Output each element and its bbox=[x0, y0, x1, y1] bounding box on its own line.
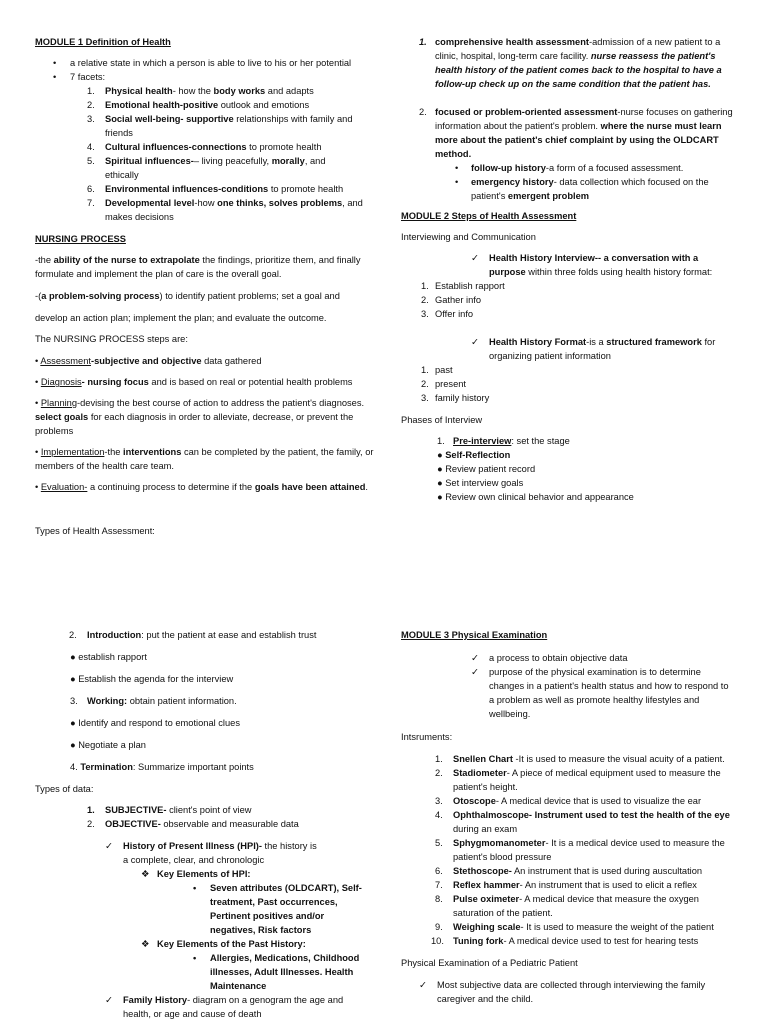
list-item: 3. Social well-being- supportive relationships with family and friends bbox=[87, 114, 353, 138]
module1-section bbox=[35, 35, 375, 538]
list-item: ✓ Health History Format-is a structured framework for organizing patient information bbox=[471, 337, 716, 361]
list-item: 1. comprehensive health assessment-admission of a new patient to a clinic, hospital, long-term care facility. nurse reassess the patient's health history of the patient comes back to the hospital to have a follow-up check up on the same condition that the patient has. bbox=[419, 37, 722, 89]
list-item: ✓ Health History Interview-- a conversation with a purpose within three folds using health history format: bbox=[471, 253, 713, 277]
list-item: 8. Pulse oximeter- A medical device that measure the oxygen saturation of the patient. bbox=[435, 894, 699, 918]
list-item: ✓ a process to obtain objective data bbox=[471, 653, 628, 663]
list-item: ✓ Family History- diagram on a genogram the age and health, or age and cause of death bbox=[105, 995, 344, 1019]
list-item: ● Identify and respond to emotional clues bbox=[70, 718, 240, 728]
subheading: Intsruments: bbox=[401, 732, 453, 742]
checkmark-icon: ✓ bbox=[105, 995, 113, 1005]
list-item: 1. SUBJECTIVE- client's point of view bbox=[87, 805, 252, 815]
bullet-icon: • bbox=[455, 177, 459, 187]
bullet-icon: • bbox=[193, 883, 197, 893]
list-item: ● Negotiate a plan bbox=[70, 740, 146, 750]
list-item: • Allergies, Medications, Childhood illnesses, Adult Illnesses. Health Maintenance bbox=[193, 953, 360, 991]
checkmark-icon: ✓ bbox=[105, 841, 113, 851]
list-item: • follow-up history-a form of a focused assessment. bbox=[455, 163, 684, 173]
checkmark-icon: ✓ bbox=[471, 667, 479, 677]
list-item: ● Review own clinical behavior and appearance bbox=[437, 492, 634, 502]
list-item: 1. Establish rapport bbox=[421, 281, 505, 291]
list-item: 1. Snellen Chart -It is used to measure the visual acuity of a patient. bbox=[435, 754, 725, 764]
list-item: 4. Cultural influences-connections to promote health bbox=[87, 142, 322, 152]
list-item: ❖ Key Elements of HPI: bbox=[141, 869, 251, 879]
module3-section bbox=[401, 628, 736, 1006]
list-item: ✓ History of Present Illness (HPI)- the history is a complete, clear, and chronologic bbox=[105, 841, 317, 865]
list-item: ✓ Most subjective data are collected through interviewing the family caregiver and the child. bbox=[419, 980, 706, 1004]
list-item: • Evaluation- a continuing process to determine if the goals have been attained. bbox=[35, 482, 368, 492]
list-item: 3. family history bbox=[421, 393, 490, 403]
list-item: 5. Spiritual influences-– living peacefully, morally, and ethically bbox=[87, 156, 326, 180]
module2-title: MODULE 2 Steps of Health Assessment bbox=[401, 211, 577, 221]
list-item: 5. Sphygmomanometer- It is a medical device used to measure the patient's blood pressure bbox=[435, 838, 725, 862]
list-item: ● establish rapport bbox=[70, 652, 147, 662]
list-item: 3. Offer info bbox=[421, 309, 474, 319]
types-heading: Types of Health Assessment: bbox=[35, 526, 155, 536]
list-item: 7. Reflex hammer- An instrument that is used to elicit a reflex bbox=[435, 880, 697, 890]
list-item: 2. present bbox=[421, 379, 467, 389]
diamond-bullet-icon: ❖ bbox=[141, 939, 150, 949]
list-item: • Seven attributes (OLDCART), Self-treatment, Past occurrences, Pertinent positives and/or negatives, Risk factors bbox=[193, 883, 362, 935]
checkmark-icon: ✓ bbox=[471, 253, 479, 263]
list-item: • emergency history- data collection which focused on the patient's emergent problem bbox=[455, 177, 709, 201]
list-item: 7. Developmental level-how one thinks, solves problems, and makes decisions bbox=[87, 198, 363, 222]
list-item: 1. Physical health- how the body works and adapts bbox=[87, 86, 314, 96]
list-item: 4. Termination: Summarize important points bbox=[70, 762, 254, 772]
checkmark-icon: ✓ bbox=[419, 980, 427, 990]
list-item: 1. past bbox=[421, 365, 453, 375]
list-item: 4. Ophthalmoscope- Instrument used to test the health of the eye during an exam bbox=[435, 810, 730, 834]
checkmark-icon: ✓ bbox=[471, 337, 479, 347]
paragraph: -(a problem-solving process) to identify patient problems; set a goal and bbox=[35, 291, 340, 301]
list-item: 1. Pre-interview: set the stage bbox=[437, 436, 570, 446]
list-item: 3. Working: obtain patient information. bbox=[70, 696, 237, 706]
list-item: 2. OBJECTIVE- observable and measurable data bbox=[87, 819, 299, 829]
list-item: ● Set interview goals bbox=[437, 478, 524, 488]
paragraph: The NURSING PROCESS steps are: bbox=[35, 334, 188, 344]
module3-title: MODULE 3 Physical Examination bbox=[401, 630, 548, 640]
bullet-icon: • bbox=[193, 953, 197, 963]
list-item: ✓ purpose of the physical examination is to determine changes in a patient's health status and how to respond to a problem as well as promote healthy lifestyles and wellbeing. bbox=[471, 667, 729, 719]
list-item: 6. Environmental influences-conditions to promote health bbox=[87, 184, 344, 194]
nursing-process-title: NURSING PROCESS bbox=[35, 234, 126, 244]
list-item: • 7 facets: bbox=[53, 72, 106, 82]
interview-phases-section bbox=[35, 628, 370, 1021]
diamond-bullet-icon: ❖ bbox=[141, 869, 150, 879]
list-item: ❖ Key Elements of the Past History: bbox=[141, 939, 306, 949]
paragraph: develop an action plan; implement the plan; and evaluate the outcome. bbox=[35, 313, 327, 323]
subheading: Types of data: bbox=[35, 784, 94, 794]
list-item: • Diagnosis- nursing focus and is based on real or potential health problems bbox=[35, 377, 353, 387]
list-item: • Implementation-the interventions can be completed by the patient, the family, or members of the health care team. bbox=[35, 447, 374, 471]
list-item: 2. Emotional health-positive outlook and emotions bbox=[87, 100, 310, 110]
bullet-icon: • bbox=[53, 58, 57, 68]
subheading: Physical Examination of a Pediatric Patient bbox=[401, 958, 578, 968]
list-item: 3. Otoscope- A medical device that is used to visualize the ear bbox=[435, 796, 702, 806]
list-item: ● Self-Reflection bbox=[437, 450, 511, 460]
list-item: • Assessment-subjective and objective data gathered bbox=[35, 356, 262, 366]
subheading: Phases of Interview bbox=[401, 415, 483, 425]
list-item: 6. Stethoscope- An instrument that is used during auscultation bbox=[435, 866, 703, 876]
assessment-types-section bbox=[401, 35, 736, 504]
paragraph: -the ability of the nurse to extrapolate the findings, prioritize them, and finally formulate and implement the plan of care is the overall goal. bbox=[35, 255, 361, 279]
list-item: 2. Gather info bbox=[421, 295, 481, 305]
list-item: 10. Tuning fork- A medical device used to test for hearing tests bbox=[431, 936, 699, 946]
module1-title: MODULE 1 Definition of Health bbox=[35, 37, 171, 47]
bullet-icon: • bbox=[455, 163, 459, 173]
list-item: ● Establish the agenda for the interview bbox=[70, 674, 234, 684]
bullet-icon: • bbox=[53, 72, 57, 82]
list-item: ● Review patient record bbox=[437, 464, 536, 474]
subheading: Interviewing and Communication bbox=[401, 232, 536, 242]
list-item: 2. focused or problem-oriented assessment-nurse focuses on gathering information about the patient's problem. where the nurse must learn more about the patient's chief complaint by using the OLDCART method. bbox=[419, 107, 733, 159]
list-item: • a relative state in which a person is able to live to his or her potential bbox=[53, 58, 352, 68]
checkmark-icon: ✓ bbox=[471, 653, 479, 663]
list-item: 2. Introduction: put the patient at ease and establish trust bbox=[69, 630, 317, 640]
list-item: 2. Stadiometer- A piece of medical equipment used to measure the patient's height. bbox=[435, 768, 721, 792]
list-item: 9. Weighing scale- It is used to measure the weight of the patient bbox=[435, 922, 714, 932]
list-item: • Planning-devising the best course of action to address the patient's diagnoses. select goals for each diagnosis in order to alleviate, decrease, or prevent the problems bbox=[35, 398, 365, 436]
